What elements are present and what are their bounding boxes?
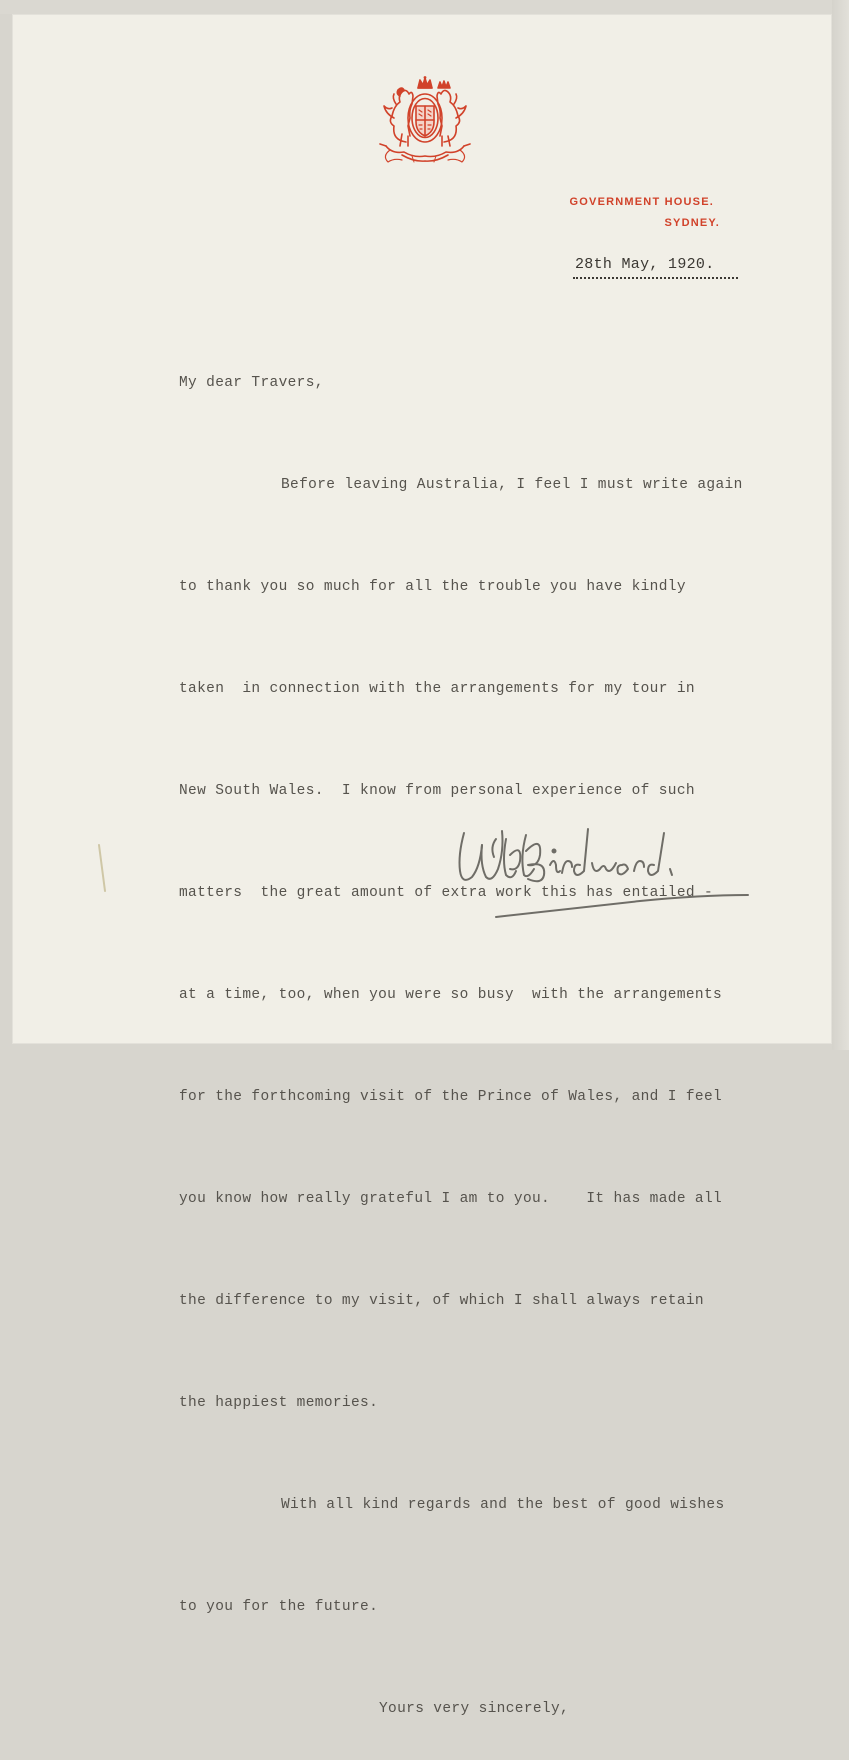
body-line: you know how really grateful I am to you. It has made all [179,1191,723,1207]
letter-body [179,298,819,1760]
signature [450,805,760,925]
body-line: to you for the future. [179,1599,379,1615]
date-underline [573,277,738,279]
closing-line: Yours very sincerely, [379,1701,570,1717]
body-line: to thank you so much for all the trouble you have kindly [179,579,686,595]
letterhead-line-government-house: GOVERNMENT HOUSE. [569,196,714,208]
body-line: taken in connection with the arrangements for my tour in [179,681,695,697]
coat-of-arms-icon [372,76,478,168]
scan-border-top [0,0,849,14]
body-line: Before leaving Australia, I feel I must write again [281,477,743,493]
margin-pencil-mark [97,843,107,893]
letter-date: 28th May, 1920. [575,256,715,273]
body-line: for the forthcoming visit of the Prince of Wales, and I feel [179,1089,723,1105]
body-line: the happiest memories. [179,1395,379,1411]
body-line: at a time, too, when you were so busy with the arrangements [179,987,723,1003]
body-line: matters the great amount of extra work this has entailed - [179,885,714,901]
salutation: My dear Travers, [179,375,324,391]
body-line: the difference to my visit, of which I shall always retain [179,1293,704,1309]
letterhead-line-sydney: SYDNEY. [664,217,720,229]
body-line: New South Wales. I know from personal experience of such [179,783,695,799]
scan-border-right [832,0,849,1050]
letterhead-address [520,192,720,234]
body-line: With all kind regards and the best of good wishes [281,1497,725,1513]
